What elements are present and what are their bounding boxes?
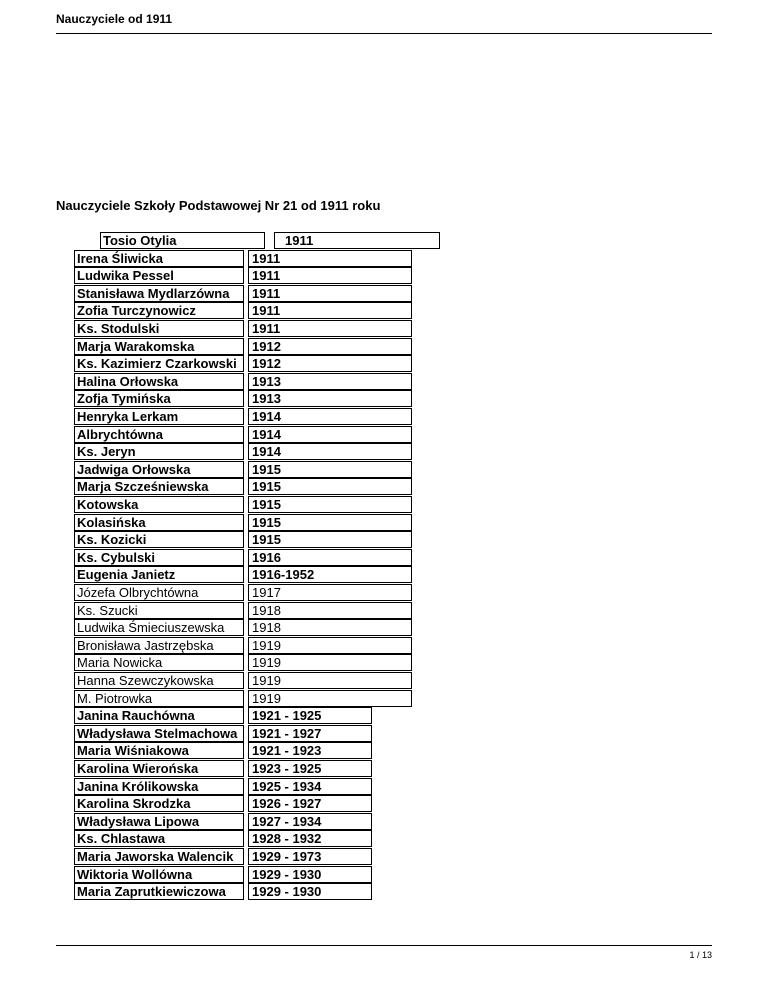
teacher-year-cell: 1913 [248, 373, 412, 390]
teacher-year-cell: 1914 [248, 443, 412, 460]
table-row [74, 707, 372, 724]
table-row [74, 619, 412, 636]
table-row [74, 778, 372, 795]
teacher-year-cell: 1919 [248, 637, 412, 654]
teacher-year-cell: 1911 [248, 320, 412, 337]
teacher-name-cell: Ks. Jeryn [74, 443, 244, 460]
teacher-name-cell: Maria Zaprutkiewiczowa [74, 883, 244, 900]
table-row [74, 637, 412, 654]
teacher-year-cell: 1916 [248, 549, 412, 566]
teacher-name-cell: Kotowska [74, 496, 244, 513]
teacher-name-cell: Maria Wiśniakowa [74, 742, 244, 759]
teacher-name-cell: Ludwika Pessel [74, 267, 244, 284]
table-row [74, 373, 412, 390]
table-row [74, 267, 412, 284]
page-header-title: Nauczyciele od 1911 [56, 12, 173, 26]
teacher-name-cell: Marja Warakomska [74, 338, 244, 355]
teacher-name-cell: Ks. Kazimierz Czarkowski [74, 355, 244, 372]
teacher-name-cell: Karolina Wierońska [74, 760, 244, 777]
table-row [74, 742, 372, 759]
teacher-name-cell: Karolina Skrodzka [74, 795, 244, 812]
teacher-name-cell: Janina Królikowska [74, 778, 244, 795]
document-title: Nauczyciele Szkoły Podstawowej Nr 21 od 1911 roku [56, 198, 381, 213]
table-row [74, 285, 412, 302]
table-row [74, 338, 412, 355]
teacher-year-cell: 1915 [248, 478, 412, 495]
teacher-name-cell: Hanna Szewczykowska [74, 672, 244, 689]
teacher-name-cell: Kolasińska [74, 514, 244, 531]
teacher-year-cell: 1925 - 1934 [248, 778, 372, 795]
teacher-year-cell: 1911 [248, 285, 412, 302]
teacher-name-cell: Ks. Kozicki [74, 531, 244, 548]
table-row [74, 795, 372, 812]
teacher-year-cell: 1926 - 1927 [248, 795, 372, 812]
teacher-year-cell: 1921 - 1927 [248, 725, 372, 742]
table-row [74, 478, 412, 495]
teacher-year-cell: 1923 - 1925 [248, 760, 372, 777]
table-row [74, 883, 372, 900]
teacher-name-cell: Ks. Stodulski [74, 320, 244, 337]
teacher-year-cell: 1912 [248, 338, 412, 355]
teacher-year-cell: 1915 [248, 531, 412, 548]
teacher-year-cell: 1912 [248, 355, 412, 372]
table-row [74, 760, 372, 777]
table-row [74, 584, 412, 601]
teacher-name-cell: Maria Nowicka [74, 654, 244, 671]
teacher-name-cell: Stanisława Mydlarzówna [74, 285, 244, 302]
table-row [74, 813, 372, 830]
teacher-year-cell: 1911 [248, 267, 412, 284]
table-row [74, 866, 372, 883]
teacher-name-cell: Zofia Turczynowicz [74, 302, 244, 319]
teacher-year-cell: 1929 - 1930 [248, 866, 372, 883]
teacher-year-cell: 1918 [248, 602, 412, 619]
teacher-name-cell: Ludwika Śmieciuszewska [74, 619, 244, 636]
teacher-year-cell: 1915 [248, 514, 412, 531]
teacher-name-cell: Eugenia Janietz [74, 566, 244, 583]
table-row [74, 830, 372, 847]
teacher-name-cell: Bronisława Jastrzębska [74, 637, 244, 654]
table-row [74, 654, 412, 671]
table-row [74, 320, 412, 337]
teacher-name-cell: Halina Orłowska [74, 373, 244, 390]
teacher-year-cell: 1915 [248, 461, 412, 478]
table-row [74, 443, 412, 460]
teacher-name-cell: M. Piotrowka [74, 690, 244, 707]
teacher-name-cell: Maria Jaworska Walencik [74, 848, 244, 865]
table-row [74, 549, 412, 566]
table-row [74, 426, 412, 443]
teacher-year-cell: 1919 [248, 654, 412, 671]
table-row [74, 848, 372, 865]
teacher-year-cell: 1921 - 1923 [248, 742, 372, 759]
table-row [74, 602, 412, 619]
teacher-year-cell: 1911 [248, 250, 412, 267]
teacher-name-cell: Henryka Lerkam [74, 408, 244, 425]
table-row [74, 531, 412, 548]
teacher-year-cell: 1914 [248, 408, 412, 425]
teacher-name-cell: Władysława Lipowa [74, 813, 244, 830]
teacher-year-cell: 1919 [248, 672, 412, 689]
teacher-name-cell: Wiktoria Wollówna [74, 866, 244, 883]
teacher-name-cell: Ks. Szucki [74, 602, 244, 619]
table-row [74, 514, 412, 531]
teacher-year-cell: 1919 [248, 690, 412, 707]
teacher-year-cell: 1921 - 1925 [248, 707, 372, 724]
table-row [100, 232, 440, 249]
table-row [74, 302, 412, 319]
teacher-year-cell: 1918 [248, 619, 412, 636]
teacher-year-cell: 1929 - 1973 [248, 848, 372, 865]
teacher-name-cell: Józefa Olbrychtówna [74, 584, 244, 601]
table-row [74, 408, 412, 425]
teacher-name-cell: Ks. Cybulski [74, 549, 244, 566]
teacher-year-cell: 1915 [248, 496, 412, 513]
teacher-name-cell: Tosio Otylia [100, 232, 265, 249]
footer-divider [56, 945, 712, 946]
teacher-year-cell: 1917 [248, 584, 412, 601]
table-row [74, 672, 412, 689]
teacher-name-cell: Albrychtówna [74, 426, 244, 443]
teacher-year-cell: 1927 - 1934 [248, 813, 372, 830]
teacher-year-cell: 1911 [274, 232, 440, 249]
table-row [74, 690, 412, 707]
page-number: 1 / 13 [689, 950, 712, 960]
teacher-year-cell: 1916-1952 [248, 566, 412, 583]
table-row [74, 566, 412, 583]
teacher-name-cell: Jadwiga Orłowska [74, 461, 244, 478]
teacher-name-cell: Irena Śliwicka [74, 250, 244, 267]
table-row [74, 250, 412, 267]
teacher-year-cell: 1914 [248, 426, 412, 443]
teacher-year-cell: 1913 [248, 390, 412, 407]
table-row [74, 355, 412, 372]
teacher-name-cell: Władysława Stelmachowa [74, 725, 244, 742]
table-row [74, 390, 412, 407]
teacher-year-cell: 1928 - 1932 [248, 830, 372, 847]
teacher-year-cell: 1929 - 1930 [248, 883, 372, 900]
teacher-name-cell: Zofja Tymińska [74, 390, 244, 407]
table-row [74, 725, 372, 742]
teacher-name-cell: Janina Rauchówna [74, 707, 244, 724]
teacher-year-cell: 1911 [248, 302, 412, 319]
teacher-name-cell: Marja Szcześniewska [74, 478, 244, 495]
teacher-name-cell: Ks. Chlastawa [74, 830, 244, 847]
header-divider [56, 33, 712, 34]
table-row [74, 496, 412, 513]
table-row [74, 461, 412, 478]
